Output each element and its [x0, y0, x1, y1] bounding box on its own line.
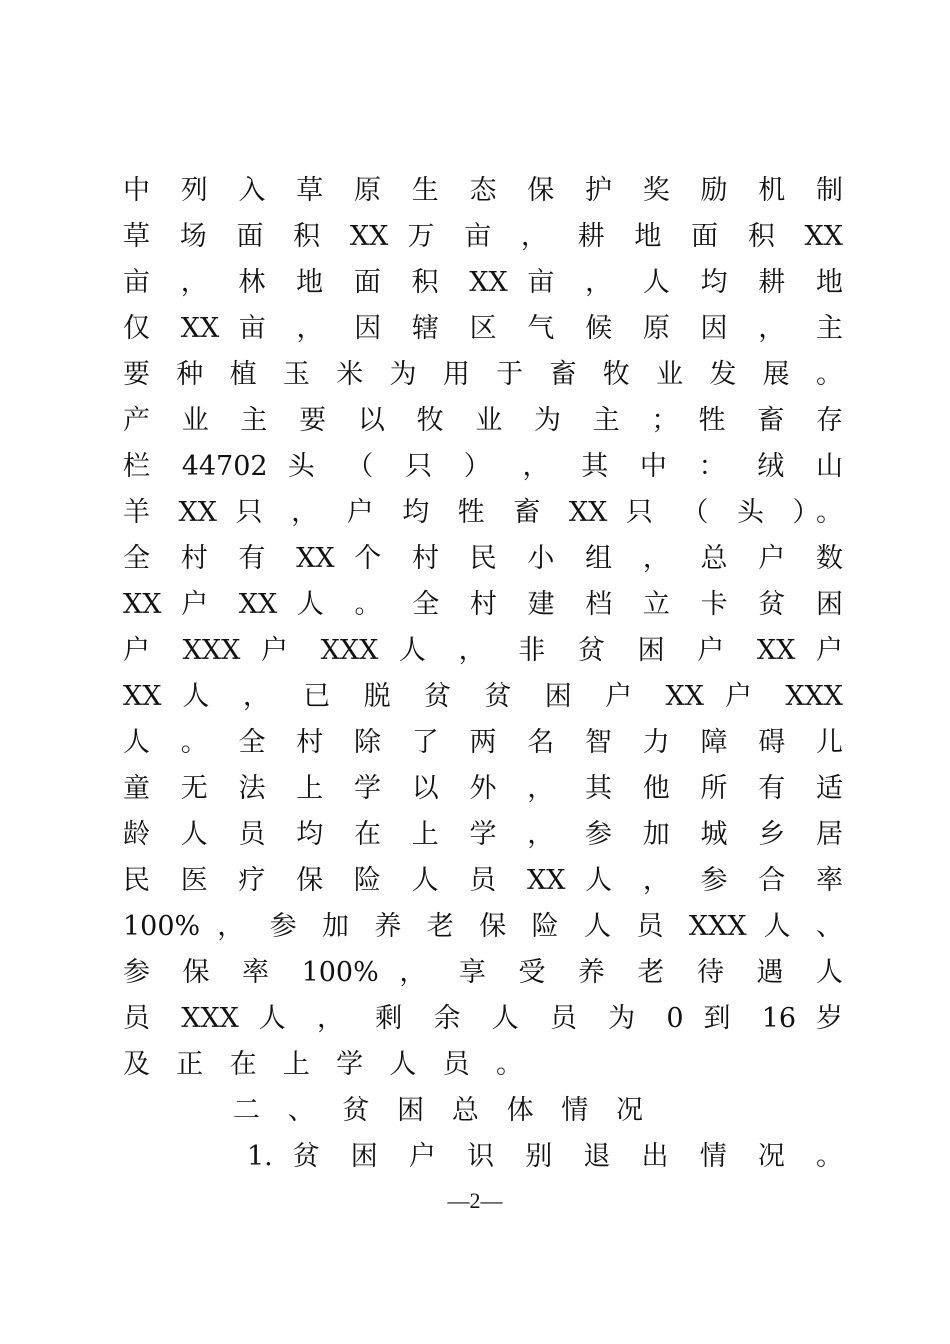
body-text-line: 人 。 全 村 除 了 两 名 智 力 障 碍 儿 [123, 727, 843, 758]
body-text-line: 童 无 法 上 学 以 外 ， 其 他 所 有 适 [123, 773, 843, 804]
subsection-heading: 1. 贫 困 户 识 别 退 出 情 况 。 [247, 1141, 843, 1172]
body-text-line: 户 XXX 户 XXX 人 ， 非 贫 困 户 XX 户 [123, 635, 843, 666]
body-text-line: 亩 ， 林 地 面 积 XX 亩 ， 人 均 耕 地 [123, 267, 843, 298]
body-text-line: 员 XXX 人 ， 剩 余 人 员 为 0 到 16 岁 [123, 1003, 843, 1034]
body-text-line: XX 户 XX 人 。 全 村 建 档 立 卡 贫 困 [123, 589, 843, 620]
body-text-line: 仅 XX 亩 ， 因 辖 区 气 候 原 因 ， 主 [123, 313, 843, 344]
page-number: —2— [447, 1188, 503, 1213]
body-text-line: 全 村 有 XX 个 村 民 小 组 ， 总 户 数 [123, 543, 843, 574]
body-text-line: 要 种 植 玉 米 为 用 于 畜 牧 业 发 展 。 [123, 359, 843, 390]
body-text-line: 羊 XX 只 ， 户 均 牲 畜 XX 只 （ 头 ）。 [123, 497, 843, 528]
body-text-line: 100% ， 参 加 养 老 保 险 人 员 XXX 人 、 [123, 911, 843, 942]
body-text-line: 产 业 主 要 以 牧 业 为 主 ； 牲 畜 存 [123, 405, 843, 436]
body-text-line: 栏 44702 头 （ 只 ） ， 其 中 ： 绒 山 [123, 451, 843, 482]
body-text-line: 龄 人 员 均 在 上 学 ， 参 加 城 乡 居 [123, 819, 843, 850]
body-text-line: 参 保 率 100% ， 享 受 养 老 待 遇 人 [123, 957, 843, 988]
body-text-line: 草 场 面 积 XX 万 亩 ， 耕 地 面 积 XX [123, 221, 843, 252]
section-heading: 二 、 贫 困 总 体 情 况 [233, 1095, 643, 1126]
body-text-line: 民 医 疗 保 险 人 员 XX 人 ， 参 合 率 [123, 865, 843, 896]
body-text-line: 中 列 入 草 原 生 态 保 护 奖 励 机 制 [123, 175, 843, 206]
body-text-line: 及 正 在 上 学 人 员 。 [123, 1049, 523, 1080]
body-text-line: XX 人 ， 已 脱 贫 贫 困 户 XX 户 XXX [123, 681, 843, 712]
